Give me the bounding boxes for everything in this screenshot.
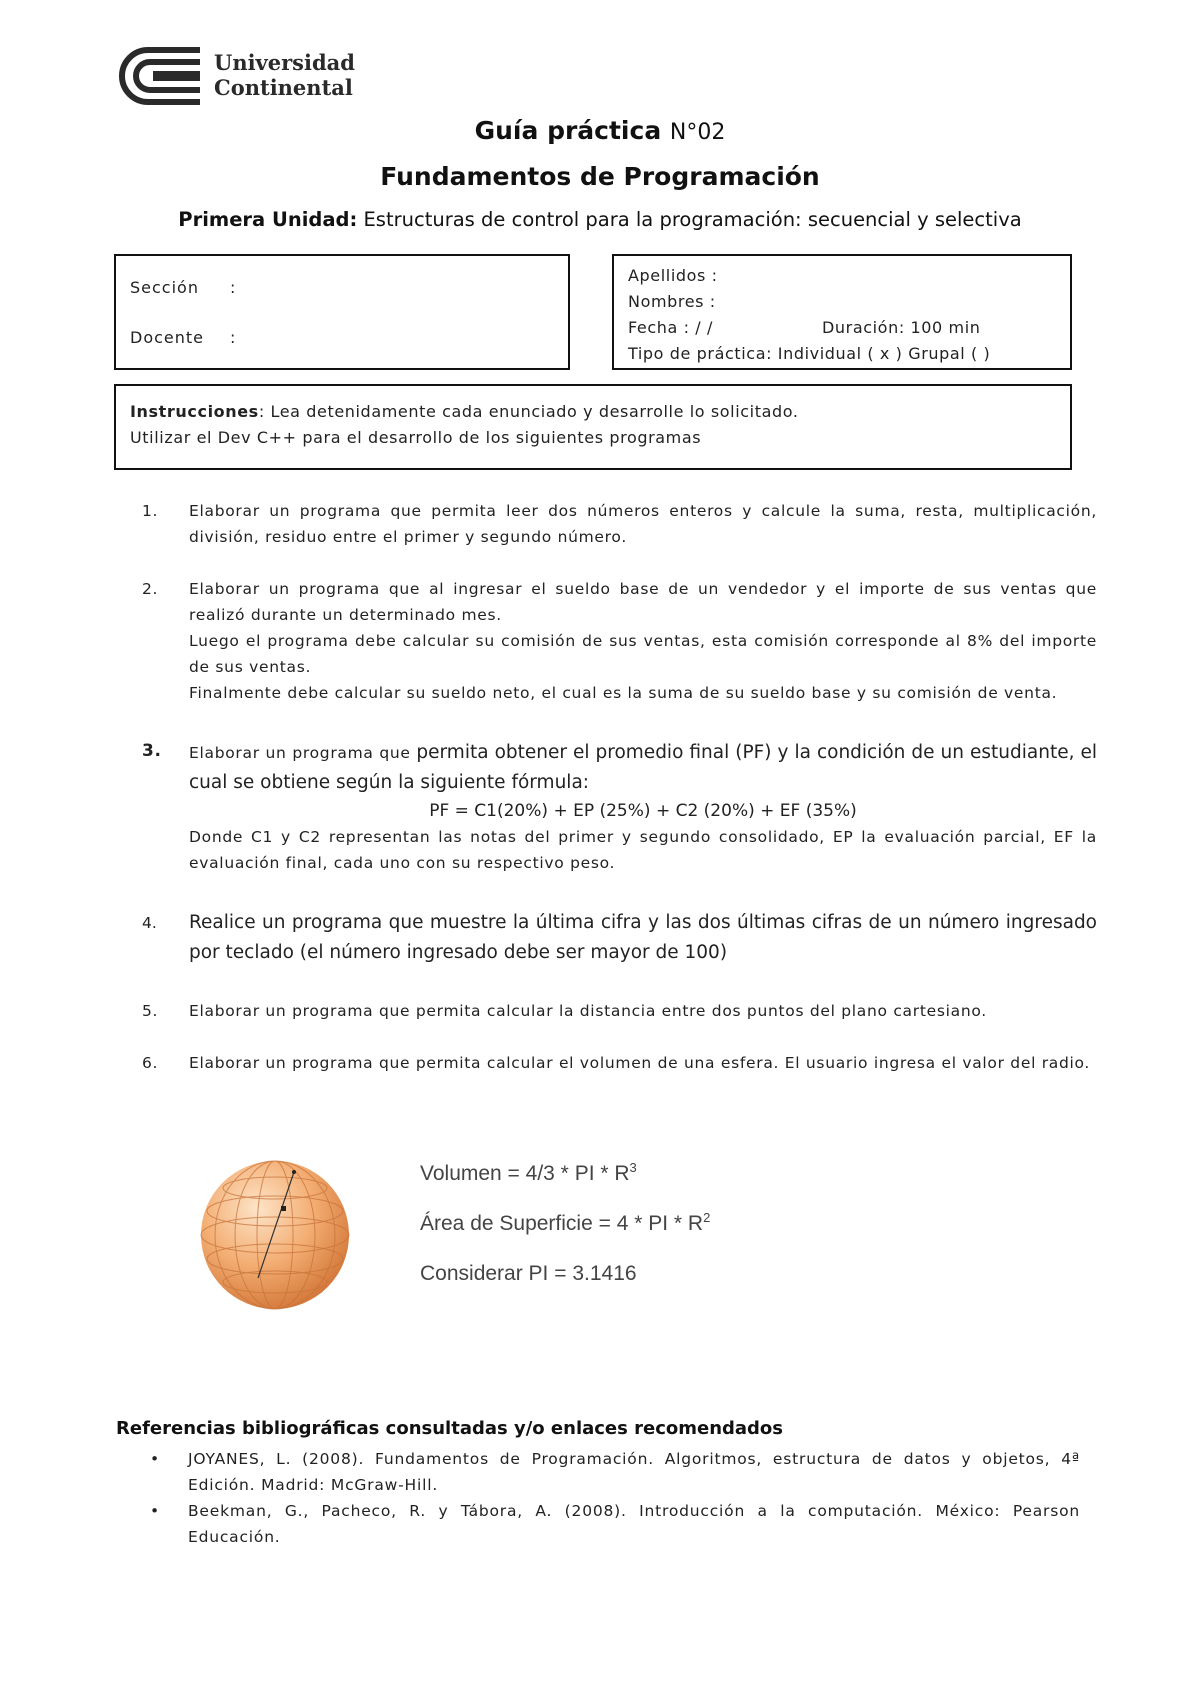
pi-value-note: Considerar PI = 3.1416 (420, 1262, 637, 1285)
list-item: 4. Realice un programa que muestre la última cifra y las dos últimas cifras de un número ingresado por teclado (el número ingresado debe ser mayor de 100) (142, 912, 1097, 963)
teacher-colon: : (230, 328, 237, 347)
surname-field: Apellidos : (628, 266, 718, 285)
reference-item: • Beekman, G., Pacheco, R. y Tábora, A. (2008). Introducción a la computación. México: Pearson Educación. (150, 1502, 1080, 1546)
section-colon: : (230, 278, 237, 297)
list-item: 1. Elaborar un programa que permita leer dos números enteros y calcule la suma, resta, multiplicación, división, residuo entre el primer y segundo número. (142, 502, 1097, 546)
list-item: 5. Elaborar un programa que permita calcular la distancia entre dos puntos del plano cartesiano. (142, 1002, 987, 1020)
surface-area-formula: Área de Superficie = 4 * PI * $R^2$ (420, 1210, 711, 1235)
teacher-label: Docente (130, 328, 205, 347)
list-item: 2. Elaborar un programa que al ingresar el sueldo base de un vendedor y el importe de sus ventas que realizó durante un determinado mes. Luego el programa debe calcular su comisión de sus ventas, esta comisión corresponde al 8% del importe de sus ventas. Finalmente debe calcular su sueldo neto, el cual es la suma de su sueldo base y su comisión de venta. (142, 580, 1097, 702)
instructions-label: Instrucciones (130, 402, 259, 421)
student-info-box (612, 254, 1072, 370)
section-label: Sección (130, 278, 199, 297)
references-title: Referencias bibliográficas consultadas y/o enlaces recomendados (116, 1418, 784, 1439)
reference-item: • JOYANES, L. (2008). Fundamentos de Programación. Algoritmos, estructura de datos y objetos, 4ª Edición. Madrid: McGraw-Hill. (150, 1450, 1080, 1494)
duration-field: Duración: 100 min (822, 318, 981, 337)
instructions-line-2: Utilizar el Dev C++ para el desarrollo de los siguientes programas (130, 428, 702, 447)
page-title: Guía práctica N°02 (474, 116, 726, 145)
names-field: Nombres : (628, 292, 716, 311)
instructions-box (114, 384, 1072, 470)
grade-formula: PF = C1(20%) + EP (25%) + C2 (20%) + EF (35%) (429, 801, 857, 821)
volume-formula: Volumen = 4/3 * PI * $R^3$ (420, 1160, 637, 1185)
list-item: 3. Elaborar un programa que permita obtener el promedio final (PF) y la condición de un estudiante, el cual se obtiene según la siguiente fórmula: PF = C1(20%) + EP (25%) + C2 (20%) + EF (35%) Donde C1 y C2 representan las notas del primer y segundo consolidado, EP la evaluación parcial, EF la evaluación final, cada uno con su respectivo peso. (142, 741, 1097, 872)
section-teacher-box (114, 254, 570, 370)
course-title: Fundamentos de Programación (380, 162, 820, 191)
practice-type-field: Tipo de práctica: Individual ( x ) Grupal ( ) (628, 344, 991, 363)
instructions-line-1: Instrucciones: Lea detenidamente cada enunciado y desarrolle lo solicitado. (130, 402, 799, 421)
sphere-illustration (196, 1156, 354, 1314)
logo-wordmark: Universidad Continental (214, 50, 355, 100)
list-item: 6. Elaborar un programa que permita calcular el volumen de una esfera. El usuario ingresa el valor del radio. (142, 1054, 1091, 1072)
unit-subtitle: Primera Unidad: Estructuras de control para la programación: secuencial y selectiva (178, 208, 1022, 231)
date-field: Fecha : / / (628, 318, 713, 337)
